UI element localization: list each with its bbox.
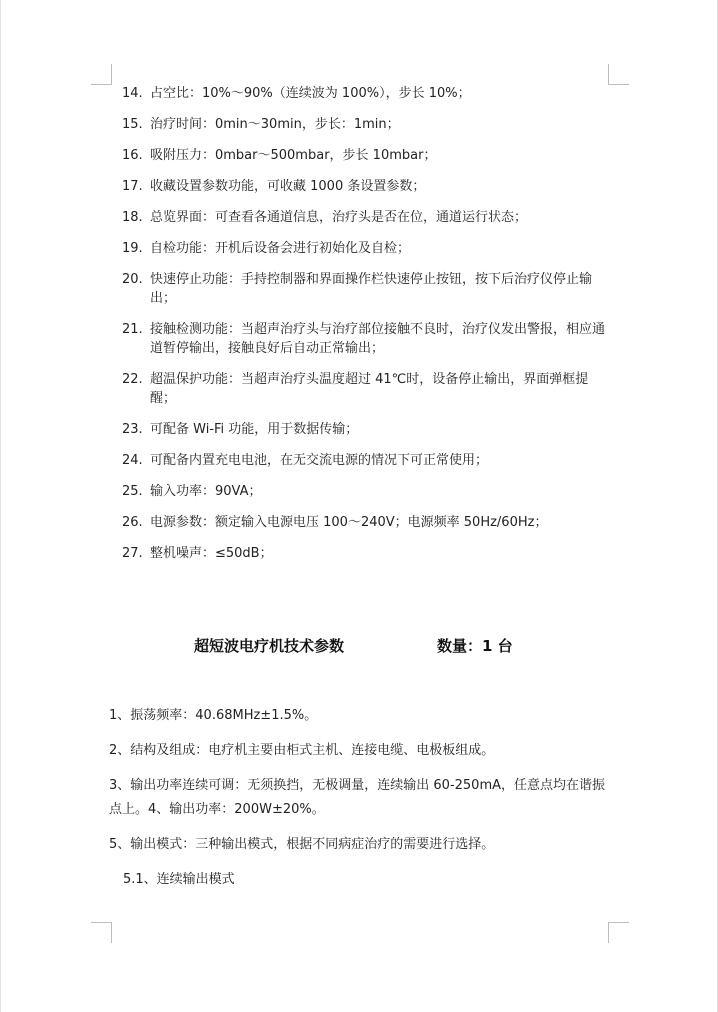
spec-item [122, 370, 612, 408]
spec-list [122, 84, 612, 575]
spec-item [122, 115, 612, 134]
spec-text: 吸附压力：0mbar～500mbar，步长 10mbar； [150, 148, 437, 163]
spec-text: 收藏设置参数功能，可收藏 1000 条设置参数； [150, 179, 426, 194]
spec-item [122, 208, 612, 227]
paragraph: 2、结构及组成：电疗机主要由柜式主机、连接电缆、电极板组成。 [109, 743, 495, 758]
spec-text: 输入功率：90VA； [150, 484, 262, 499]
spec-number: 17. [122, 179, 143, 194]
spec-text: 可配备内置充电电池，在无交流电源的情况下可正常使用； [150, 453, 489, 468]
spec-number: 27. [122, 546, 143, 561]
spec-text: 电源参数：额定输入电源电压 100～240V；电源频率 50Hz/60Hz； [150, 515, 548, 530]
spec-item [122, 320, 612, 358]
spec-item [122, 513, 612, 532]
spec-number: 24. [122, 453, 143, 468]
spec-item [122, 239, 612, 258]
spec-item [122, 451, 612, 470]
spec-number: 23. [122, 422, 143, 437]
spec-number: 20. [122, 272, 143, 287]
spec-number: 15. [122, 117, 143, 132]
section-body [109, 704, 609, 903]
crop-mark-top-left [91, 64, 112, 85]
spec-number: 22. [122, 372, 143, 387]
spec-text: 治疗时间：0min～30min，步长：1min； [150, 117, 400, 132]
spec-number: 14. [122, 86, 143, 101]
spec-number: 25. [122, 484, 143, 499]
spec-item [122, 482, 612, 501]
section-title: 超短波电疗机技术参数 [194, 637, 345, 655]
spec-number: 16. [122, 148, 143, 163]
paragraph: 1、振荡频率：40.68MHz±1.5%。 [109, 708, 318, 723]
spec-text: 整机噪声：≤50dB； [150, 546, 273, 561]
spec-item [122, 177, 612, 196]
spec-text: 接触检测功能：当超声治疗头与治疗部位接触不良时，治疗仪发出警报，相应通道暂停输出，接触良好后自动正常输出； [150, 322, 606, 356]
spec-number: 18. [122, 210, 143, 225]
crop-mark-bottom-left [91, 922, 112, 943]
spec-text: 可配备 Wi-Fi 功能，用于数据传输； [150, 422, 359, 437]
spec-item [122, 146, 612, 165]
spec-item [122, 544, 612, 563]
spec-text: 超温保护功能：当超声治疗头温度超过 41℃时，设备停止输出，界面弹框提醒； [150, 372, 589, 406]
spec-text: 快速停止功能：手持控制器和界面操作栏快速停止按钮，按下后治疗仪停止输出； [150, 272, 593, 306]
spec-number: 21. [122, 322, 143, 337]
spec-item [122, 270, 612, 308]
crop-mark-bottom-right [608, 922, 629, 943]
spec-text: 自检功能：开机后设备会进行初始化及自检； [150, 241, 411, 256]
section-quantity: 数量：1 台 [437, 637, 513, 655]
spec-item [122, 84, 612, 103]
spec-text: 占空比：10%～90%（连续波为 100%），步长 10%； [150, 86, 471, 101]
sub-paragraph: 5.1、连续输出模式 [123, 872, 235, 887]
spec-number: 26. [122, 515, 143, 530]
spec-number: 19. [122, 241, 143, 256]
spec-item [122, 420, 612, 439]
crop-mark-top-right [608, 64, 629, 85]
paragraph: 5、输出模式：三种输出模式，根据不同病症治疗的需要进行选择。 [109, 837, 495, 852]
spec-text: 总览界面：可查看各通道信息，治疗头是否在位，通道运行状态； [150, 210, 528, 225]
paragraph: 3、输出功率连续可调：无须换挡，无极调量，连续输出 60-250mA，任意点均在谐振点上。4、输出功率：200W±20%。 [109, 778, 606, 817]
